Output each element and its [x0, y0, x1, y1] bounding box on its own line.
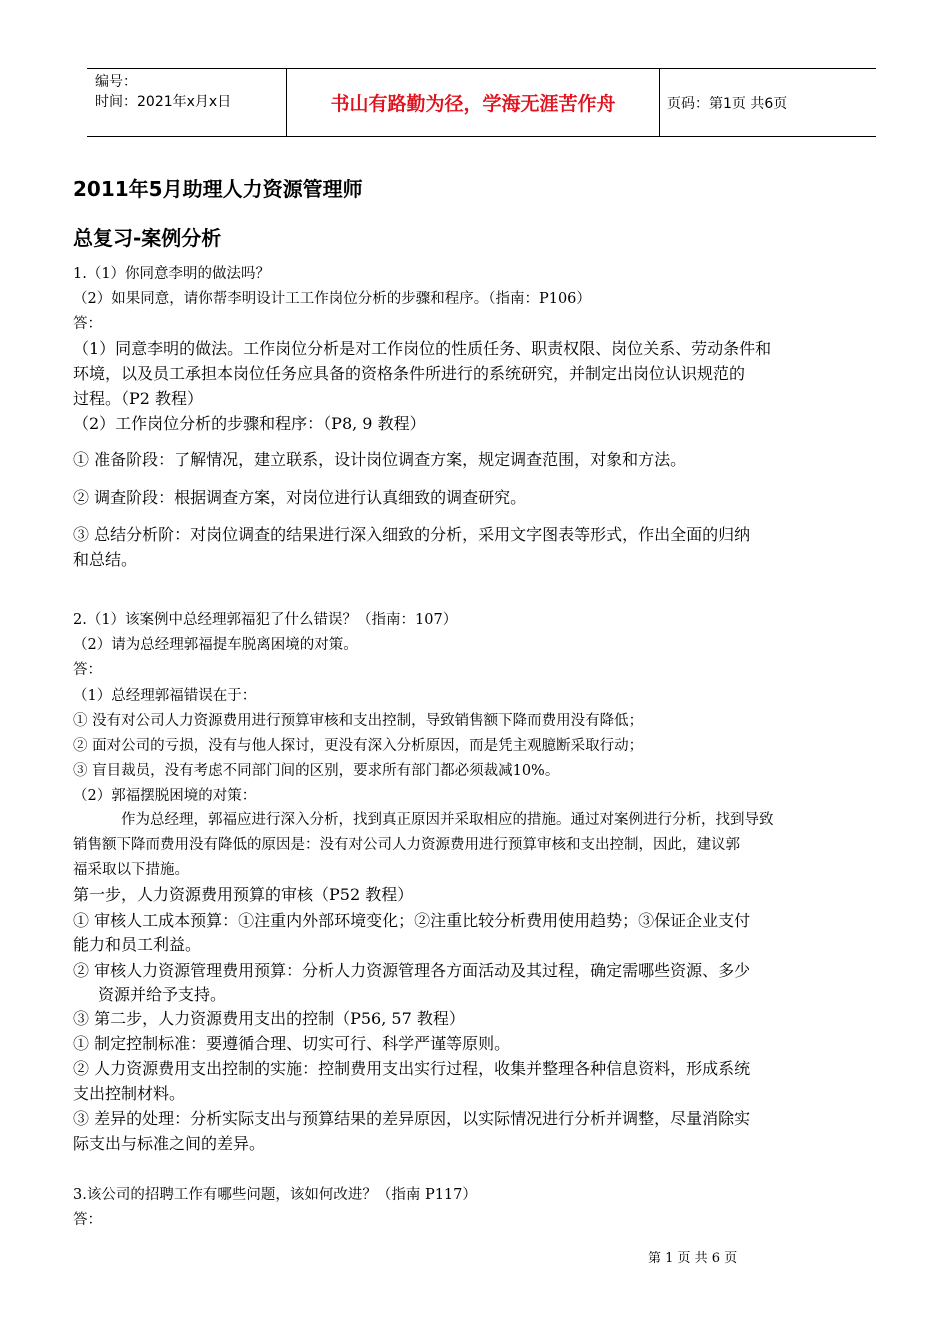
document-time-label: 时间：2021年x月x日 [95, 94, 232, 110]
answer-text-line: （1）总经理郭福错误在于： [73, 688, 257, 704]
answer-label: 答： [73, 316, 102, 332]
answer-text-line: 能力和员工利益。 [73, 935, 202, 954]
header-page-info: 页码：第1页 共6页 [667, 95, 788, 112]
header-meta [87, 69, 287, 136]
answer-text-line: ② 面对公司的亏损，没有与他人探讨，更没有深入分析原因，而是凭主观臆断采取行动； [73, 738, 644, 754]
answer-text-line: ③ 差异的处理：分析实际支出与预算结果的差异原因，以实际情况进行分析并调整，尽量消除实 [73, 1109, 751, 1128]
answer-text-line: （2）工作岗位分析的步骤和程序：（P8, 9 教程） [73, 414, 426, 433]
answer-text-line: 过程。（P2 教程） [73, 389, 204, 408]
answer-text-line: 资源并给予支持。 [98, 985, 227, 1004]
answer-text-line: ② 人力资源费用支出控制的实施：控制费用支出实行过程，收集并整理各种信息资料，形成系统 [73, 1059, 751, 1078]
answer-text-line: ③ 盲目裁员，没有考虑不同部门间的区别，要求所有部门都必须裁减10%。 [73, 763, 560, 779]
answer-text-line: ② 调查阶段：根据调查方案，对岗位进行认真细致的调查研究。 [73, 488, 527, 507]
answer-text-line: 作为总经理，郭福应进行深入分析，找到真正原因并采取相应的措施。通过对案例进行分析，找到导致 [121, 812, 774, 828]
answer-text-line: ① 准备阶段：了解情况，建立联系，设计岗位调查方案，规定调查范围，对象和方法。 [73, 450, 687, 469]
answer-text-line: ① 制定控制标准：要遵循合理、切实可行、科学严谨等原则。 [73, 1034, 511, 1053]
answer-text-line: ① 审核人工成本预算：①注重内外部环境变化；②注重比较分析费用使用趋势；③保证企业支付 [73, 911, 751, 930]
header-motto: 书山有路勤为径，学海无涯苦作舟 [287, 69, 660, 136]
question-2-part-2: （2）请为总经理郭福提车脱离困境的对策。 [73, 637, 358, 653]
document-number-label: 编号： [95, 74, 137, 90]
question-3: 3.该公司的招聘工作有哪些问题，该如何改进？（指南 P117） [73, 1187, 477, 1203]
answer-text-line: 环境，以及员工承担本岗位任务应具备的资格条件所进行的系统研究，并制定出岗位认识规范的 [73, 364, 746, 383]
answer-text-line: 第一步，人力资源费用预算的审核（P52 教程） [73, 885, 414, 904]
page-subtitle: 总复习-案例分析 [73, 226, 222, 250]
answer-text-line: 销售额下降而费用没有降低的原因是：没有对公司人力资源费用进行预算审核和支出控制，因此，建议郭 [73, 837, 740, 853]
answer-text-line: 支出控制材料。 [73, 1084, 186, 1103]
answer-label: 答： [73, 662, 102, 678]
answer-label: 答： [73, 1212, 102, 1228]
question-2-part-1: 2.（1）该案例中总经理郭福犯了什么错误？（指南：107） [73, 612, 458, 628]
answer-text-line: ③ 第二步，人力资源费用支出的控制（P56, 57 教程） [73, 1009, 465, 1028]
page-title: 2011年5月助理人力资源管理师 [73, 177, 363, 201]
answer-text-line: （1）同意李明的做法。工作岗位分析是对工作岗位的性质任务、职责权限、岗位关系、劳动条件和 [73, 339, 772, 358]
answer-text-line: ③ 总结分析阶：对岗位调查的结果进行深入细致的分析，采用文字图表等形式，作出全面的归纳 [73, 525, 751, 544]
answer-text-line: 和总结。 [73, 550, 138, 569]
answer-text-line: （2）郭福摆脱困境的对策： [73, 788, 257, 804]
answer-text-line: 际支出与标准之间的差异。 [73, 1134, 266, 1153]
question-1-part-1: 1.（1）你同意李明的做法吗？ [73, 266, 271, 282]
document-header [87, 68, 876, 137]
page-footer: 第 1 页 共 6 页 [648, 1251, 738, 1266]
answer-text-line: ② 审核人力资源管理费用预算：分析人力资源管理各方面活动及其过程，确定需哪些资源、多少 [73, 961, 751, 980]
question-1-part-2: （2）如果同意，请你帮李明设计工工作岗位分析的步骤和程序。（指南：P106） [73, 291, 591, 307]
answer-text-line: 福采取以下措施。 [73, 862, 189, 878]
answer-text-line: ① 没有对公司人力资源费用进行预算审核和支出控制，导致销售额下降而费用没有降低； [73, 713, 644, 729]
